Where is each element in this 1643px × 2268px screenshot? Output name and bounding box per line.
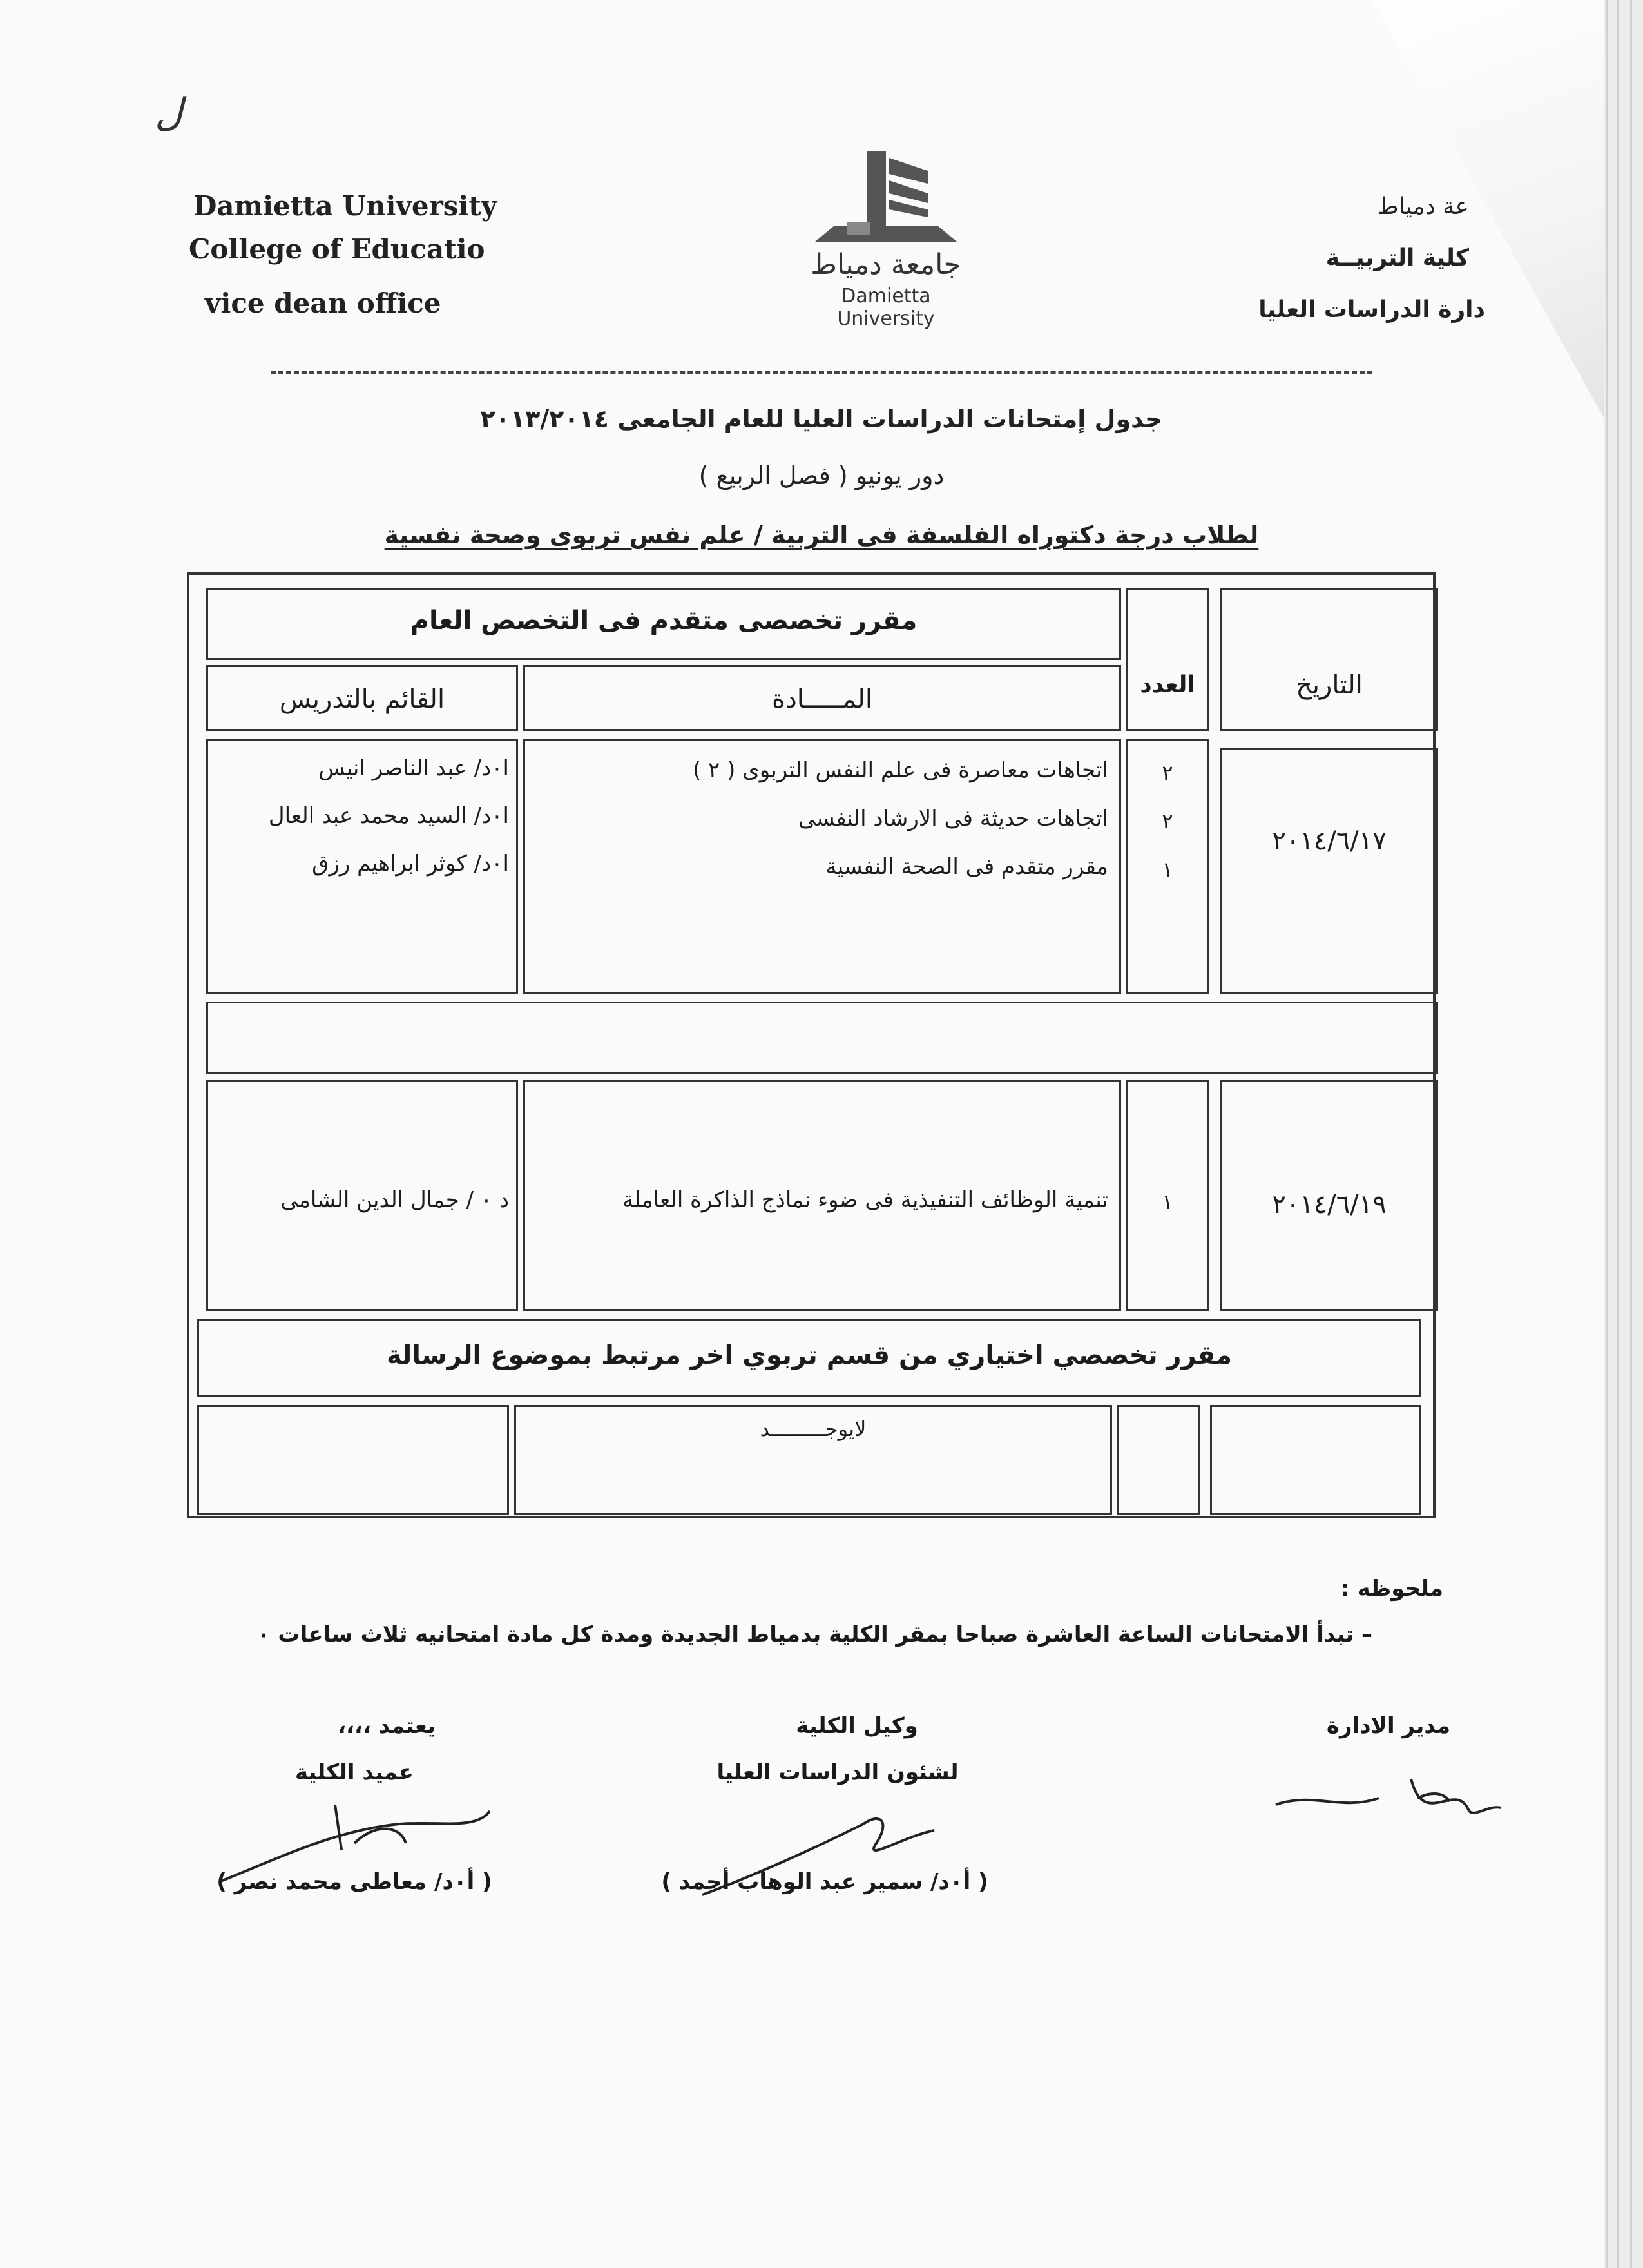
header-en-office: vice dean office [205,287,441,319]
vice-dean-name: ( أ٠د/ سمير عبد الوهاب أحمد ) [661,1869,988,1895]
vice-dean-title: وكيل الكلية [796,1713,918,1739]
section2-instructor-cell [197,1405,509,1515]
table-row-subject: تنمية الوظائف التنفيذية فى ضوء نماذج الذاكرة العاملة [622,1187,1108,1213]
page-edge [1606,0,1608,2268]
title-session: دور يونيو ( فصل الربيع ) [698,461,945,490]
exam-date-1: ٢٠١٤/٦/١٧ [1272,826,1387,856]
header-ar-college: كلية التربيــة [1325,245,1469,271]
logo-text-en: Damietta University [837,285,935,330]
col-count-header: العدد [1140,672,1195,698]
section2-none: لايوجـــــــــد [760,1417,867,1441]
dean-name: ( أ٠د/ معاطى محمد نصر ) [216,1869,492,1895]
page-edge [1630,0,1632,2268]
block1-date-cell [1220,748,1438,994]
date-header-cell [1220,588,1438,731]
section1-title: مقرر تخصصى متقدم فى التخصص العام [410,606,918,635]
header-ar-university: عة دمياط [1377,193,1469,220]
vice-dean-subtitle: لشئون الدراسات العليا [716,1759,959,1785]
logo-text-ar: جامعة دمياط [811,248,961,281]
table-row-subject: اتجاهات معاصرة فى علم النفس التربوى ( ٢ ) [692,757,1108,783]
table-row-count: ١ [1162,1190,1173,1214]
notes-label: ملحوظه : [1341,1576,1443,1602]
table-row-count: ١ [1162,857,1173,882]
header-divider [271,371,1372,374]
notes-text: – تبدأ الامتحانات الساعة العاشرة صباحا بمقر الكلية بدمياط الجديدة ومدة كل مادة امتحانيه ثلاث ساعات ٠ [256,1622,1372,1647]
col-instructor-header: القائم بالتدريس [279,684,445,714]
table-row-instructor: ا٠د/ عبد الناصر انيس [318,755,509,781]
count-header-cell [1126,588,1209,731]
page-edge [1617,0,1619,2268]
director-title: مدير الادارة [1326,1713,1451,1739]
title-schedule: جدول إمتحانات الدراسات العليا للعام الجامعى ٢٠١٣/٢٠١٤ [480,405,1163,433]
director-signature-icon [1263,1753,1508,1843]
table-row-count: ٢ [1162,809,1173,833]
section2-date-cell [1210,1405,1421,1515]
dean-title: عميد الكلية [295,1759,414,1785]
table-row-count: ٢ [1162,761,1173,785]
table-row-subject: مقرر متقدم فى الصحة النفسية [825,854,1108,880]
spacer-row [206,1002,1438,1074]
table-row-instructor: ا٠د/ السيد محمد عبد العال [268,803,509,829]
title-program: لطلاب درجة دكتوراه الفلسفة فى التربية / علم نفس تربوى وصحة نفسية [384,521,1259,549]
section2-count-cell [1117,1405,1200,1515]
table-row-subject: اتجاهات حديثة فى الارشاد النفسى [798,806,1108,831]
header-en-university: Damietta University [193,190,497,222]
handwritten-mark: ل [155,90,183,135]
approval-label: يعتمد ،،،، [338,1713,436,1739]
exam-date-2: ٢٠١٤/٦/١٩ [1272,1190,1387,1219]
section2-title: مقرر تخصصي اختياري من قسم تربوي اخر مرتبط بموضوع الرسالة [387,1341,1232,1370]
col-date-header: التاريخ [1296,670,1363,700]
header-en-college: College of Educatio [189,233,485,265]
header-ar-department: دارة الدراسات العليا [1258,296,1485,323]
table-row-instructor: ا٠د/ كوثر ابراهيم رزق [312,851,509,877]
table-row-instructor: د ٠ / جمال الدين الشامى [280,1187,509,1213]
col-subject-header: المـــــادة [772,684,872,714]
